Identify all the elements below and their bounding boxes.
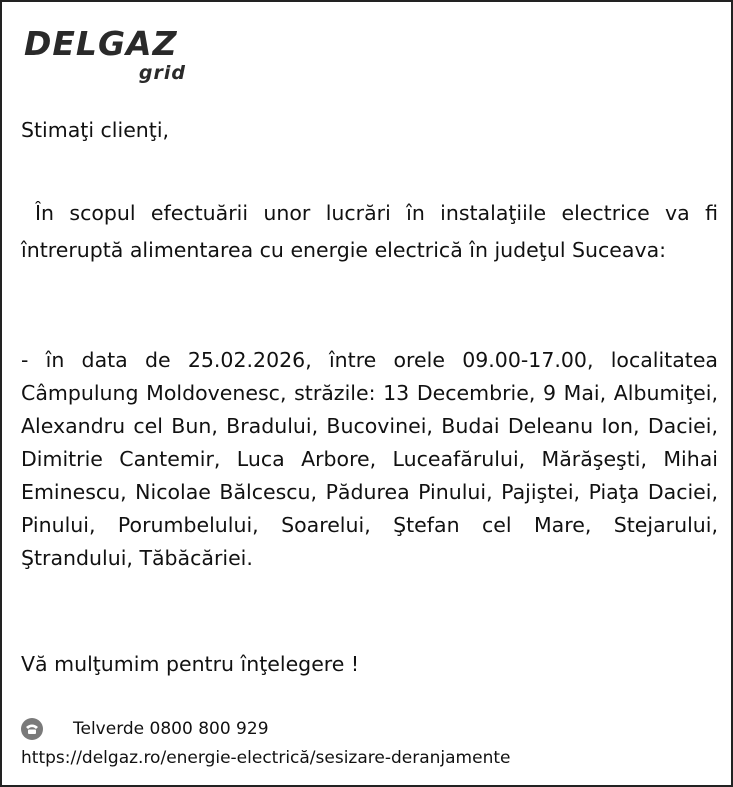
- report-url[interactable]: https://delgaz.ro/energie-electrică/sesizare-deranjamente: [21, 748, 511, 768]
- phone-icon: [21, 718, 43, 740]
- logo-subtitle: grid: [138, 62, 186, 84]
- logo-wordmark: DELGAZ: [24, 24, 178, 63]
- outage-details: - în data de 25.02.2026, între orele 09.00-17.00, localitatea Câmpulung Moldovenesc, străzile: 13 Decembrie, 9 Mai, Albumiţei, Alexandru cel Bun, Bradului, Bucovinei, Budai Deleanu Ion, Daciei, Dimitrie Cantemir, Luca Arbore, Luceafărului, Mărăşeşti, Mihai Eminescu, Nicolae Bălcescu, Pădurea Pinului, Pajiştei, Piaţa Daciei, Pinului, Porumbelului, Soarelui, Ştefan cel Mare, Stejarului, Ştrandului, Tăbăcăriei.: [21, 348, 718, 570]
- thanks-line: Vă mulţumim pentru înţelegere !: [21, 652, 360, 676]
- phone-contact: [21, 715, 269, 743]
- phone-number: Telverde 0800 800 929: [73, 719, 269, 739]
- greeting: Stimaţi clienţi,: [21, 118, 170, 142]
- intro-paragraph: În scopul efectuării unor lucrări în instalaţiile electrice va fi întreruptă alimentarea cu energie electrică în judeţul Suceava:: [21, 201, 718, 262]
- delgaz-grid-logo: [24, 26, 194, 92]
